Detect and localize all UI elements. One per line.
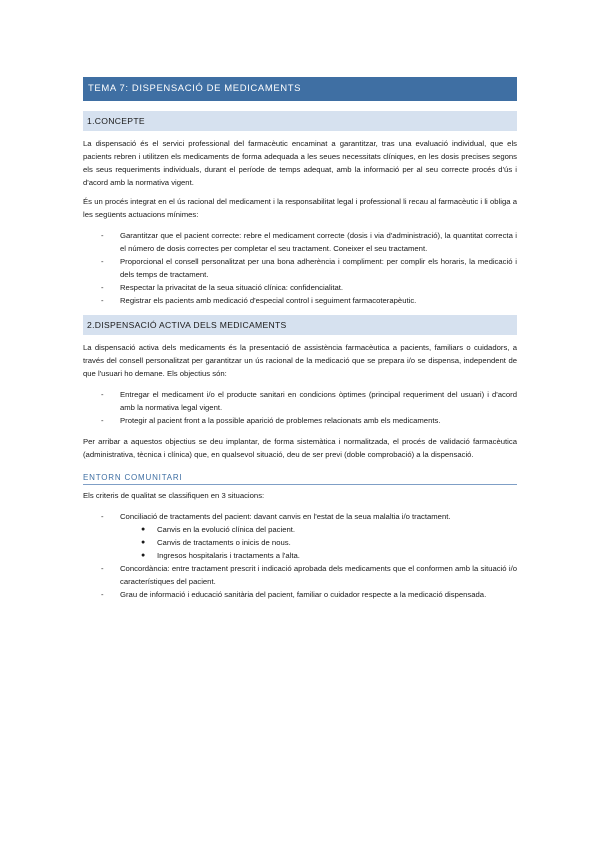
- list-item: - Grau de informació i educació sanitària del pacient, familiar o cuidador respecte a la medicació dispensada.: [101, 590, 487, 599]
- sub-list-item: ● Canvis en la evolució clínica del pacient.: [141, 525, 296, 534]
- list-item: - Garantitzar que el pacient correcte: rebre el medicament correcte (dosis i via d'administració), la quantitat correcta i el número de dosis correctes per completar el seu tractament. Coneixer el seu tractament.: [101, 231, 517, 253]
- list-item: - Entregar el medicament i/o el producte sanitari en condicions òptimes (principal requeriment del usuari) i d'acord amb la normativa legal vigent.: [101, 390, 517, 412]
- list-item: - Proporcional el consell personalitzat per una bona adherència i compliment: per complir els horaris, la medicació i dels temps de tractament.: [101, 257, 517, 279]
- list-item: - Registrar els pacients amb medicació d'especial control i seguiment farmacoterapèutic.: [101, 296, 417, 305]
- sub-bullet-list: [83, 523, 517, 562]
- paragraph: Per arribar a aquestos objectius se deu implantar, de forma sistemàtica i normalitzada, el procés de validació farmacèutica (administrativa, tècnica i clínica) que, en qualsevol situació, deu de ser previ (doble comprobació) a la dispensació.: [83, 437, 517, 459]
- section-heading-dispensacio-activa: 2.DISPENSACIÓ ACTIVA DELS MEDICAMENTS: [83, 315, 517, 335]
- paragraph: Els criteris de qualitat se classifiquen en 3 situacions:: [83, 491, 265, 500]
- list-item: - Concordància: entre tractament prescrit i indicació aprobada dels medicaments que el conformen amb la situació i/o característiques del pacient.: [101, 564, 517, 586]
- list-item: - Conciliació de tractaments del pacient: davant canvis en l'estat de la seua malaltia i/o tractament.: [101, 512, 451, 521]
- paragraph: La dispensació és el servici professional del farmacèutic encaminat a garantitzar, tras una evaluació individual, que els pacients rebren i utilitzen els medicaments de forma adequada a les seues necessitats clíniques, en les dosis precises segons els seus requeriments individuals, durant el període de temps adequat, amb la informació per al seu correcte procés d'ús i d'acord amb la normativa vigent.: [83, 139, 517, 187]
- bullet-list: [83, 229, 517, 307]
- bullet-list: [83, 510, 517, 523]
- bullet-list: [83, 388, 517, 427]
- sub-list-item: ● Canvis de tractaments o inicis de nous.: [141, 538, 291, 547]
- document-page: [83, 77, 517, 601]
- paragraph: És un procés integrat en el ús racional del medicament i la responsabilitat legal i professional li recau al farmacèutic i li obliga a les següents actuacions mínimes:: [83, 197, 517, 219]
- section-heading-concepte: 1.CONCEPTE: [83, 111, 517, 131]
- bullet-dot-icon: ●: [141, 552, 146, 559]
- bullet-dot-icon: ●: [141, 539, 146, 546]
- list-item: - Protegir al pacient front a la possible aparició de problemes relacionats amb els medicaments.: [101, 416, 441, 425]
- sub-list-item: ● Ingresos hospitalaris i tractaments a l'alta.: [141, 551, 300, 560]
- bullet-list: [83, 562, 517, 601]
- list-item: - Respectar la privacitat de la seua situació clínica: confidencialitat.: [101, 283, 344, 292]
- subsection-heading-entorn-comunitari: ENTORN COMUNITARI: [83, 473, 517, 485]
- paragraph: La dispensació activa dels medicaments és la presentació de assistència farmacèutica a pacients, familiars o cuidadors, a través del consell personalitzat per garantitzar un ús racional de la medicació que se prepara i/o se dispensa, independent de que l'usuari ho demane. Els objectius són:: [83, 343, 517, 378]
- document-title: TEMA 7: DISPENSACIÓ DE MEDICAMENTS: [83, 77, 517, 101]
- bullet-dot-icon: ●: [141, 526, 146, 533]
